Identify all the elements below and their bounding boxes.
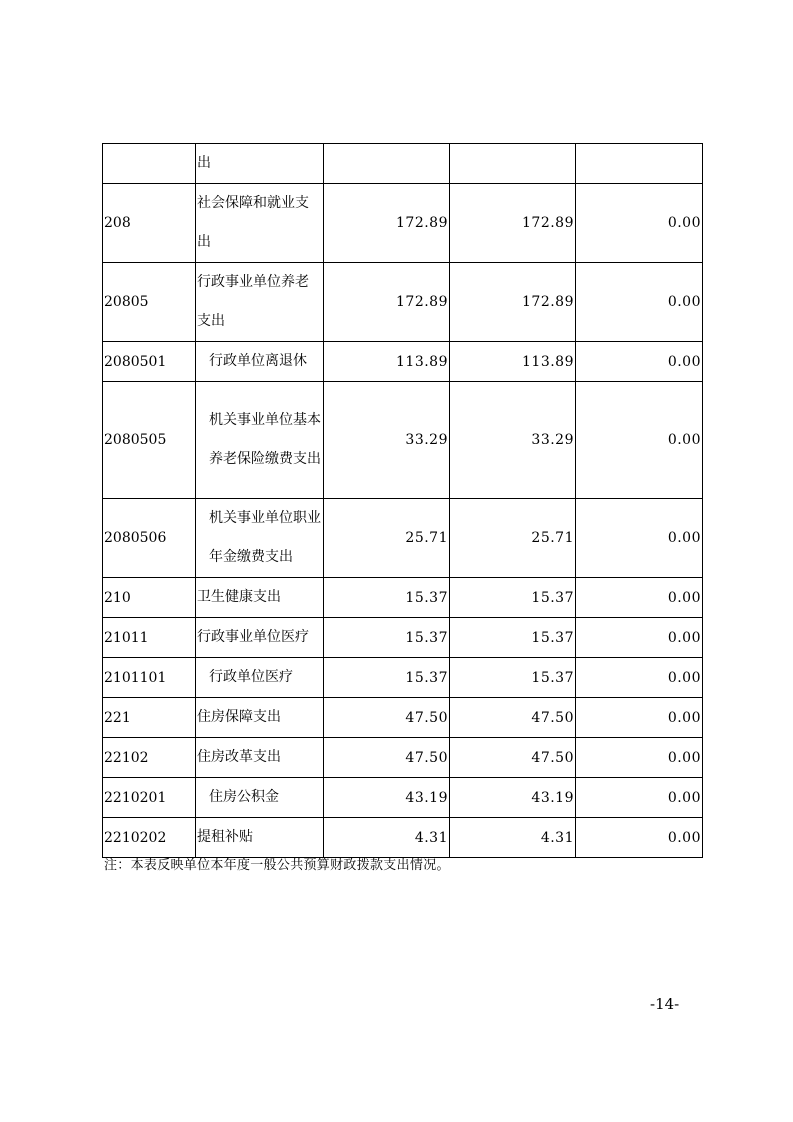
row-total: 43.19 [405,789,448,806]
row-code: 22102 [104,749,149,766]
row-project-cell [576,658,703,698]
row-name: 出 [197,155,211,171]
row-basic-cell [450,698,576,738]
row-total-cell [324,499,450,578]
row-basic: 172.89 [522,215,574,231]
row-project: 0.00 [667,789,701,806]
row-project: 0.00 [667,589,701,606]
table-row [103,382,703,499]
row-code: 208 [104,215,131,231]
row-basic: 43.19 [531,789,574,806]
row-project-cell [576,499,703,578]
row-name: 住房保障支出 [197,709,281,725]
row-name: 社会保障和就业支出 [197,195,309,250]
row-name-cell [196,818,324,858]
row-name-cell [196,184,324,263]
row-name: 提租补贴 [197,829,253,845]
row-name-cell [196,263,324,342]
row-total: 15.37 [405,629,448,646]
row-project-cell [576,144,703,184]
row-total-cell [324,618,450,658]
row-project: 0.00 [667,215,701,231]
row-basic-cell [450,382,576,499]
row-total: 33.29 [405,432,448,448]
table-note: 注：本表反映单位本年度一般公共预算财政拨款支出情况。 [104,858,450,873]
row-name: 行政单位医疗 [209,669,293,685]
row-name-cell [196,342,324,382]
row-name-cell [196,778,324,818]
row-name-cell [196,618,324,658]
row-code: 2080501 [104,353,167,370]
row-project-cell [576,738,703,778]
row-total-cell [324,342,450,382]
row-total: 25.71 [405,530,448,546]
row-code-cell [103,818,196,858]
table-row [103,618,703,658]
row-basic: 25.71 [531,530,574,546]
row-total-cell [324,658,450,698]
row-project: 0.00 [667,432,701,448]
row-name-cell [196,382,324,499]
row-project-cell [576,778,703,818]
row-basic-cell [450,499,576,578]
row-code: 21011 [104,629,149,646]
row-project-cell [576,618,703,658]
row-total: 172.89 [396,215,448,231]
row-project: 0.00 [667,749,701,766]
row-project: 0.00 [667,294,701,310]
row-code-cell [103,778,196,818]
row-name: 住房公积金 [209,789,279,805]
row-project-cell [576,342,703,382]
row-code-cell [103,738,196,778]
row-basic-cell [450,738,576,778]
row-name-cell [196,499,324,578]
row-project: 0.00 [667,530,701,546]
row-code-cell [103,382,196,499]
table-row [103,184,703,263]
row-code-cell [103,698,196,738]
row-name: 机关事业单位职业年金缴费支出 [209,510,321,565]
row-name: 行政单位离退休 [209,353,307,369]
row-basic: 113.89 [522,353,574,370]
row-basic: 47.50 [531,709,574,726]
row-project-cell [576,578,703,618]
row-basic-cell [450,618,576,658]
table-row [103,263,703,342]
row-total: 172.89 [396,294,448,310]
row-total: 15.37 [405,589,448,606]
row-code-cell [103,499,196,578]
row-total-cell [324,698,450,738]
row-name: 行政事业单位医疗 [197,629,309,645]
row-total: 113.89 [396,353,448,370]
row-code: 2210201 [104,789,167,806]
row-basic-cell [450,818,576,858]
table-row [103,818,703,858]
row-basic-cell [450,778,576,818]
row-name: 卫生健康支出 [197,589,281,605]
row-total-cell [324,144,450,184]
row-basic-cell [450,658,576,698]
row-name-cell [196,578,324,618]
row-name-cell [196,738,324,778]
row-total-cell [324,818,450,858]
row-total-cell [324,778,450,818]
table-row [103,698,703,738]
row-basic: 4.31 [540,829,574,846]
row-basic: 15.37 [531,629,574,646]
row-basic-cell [450,342,576,382]
row-total: 15.37 [405,669,448,686]
table-row [103,499,703,578]
row-code-cell [103,342,196,382]
row-code: 2101101 [104,669,167,686]
row-code: 2080506 [104,530,167,546]
table-row [103,144,703,184]
table-body [103,144,703,858]
row-code-cell [103,618,196,658]
row-project-cell [576,184,703,263]
row-basic: 15.37 [531,669,574,686]
row-basic-cell [450,144,576,184]
row-name: 行政事业单位养老支出 [197,274,309,329]
row-basic-cell [450,263,576,342]
row-project-cell [576,698,703,738]
row-code: 2210202 [104,829,167,846]
row-name: 机关事业单位基本养老保险缴费支出 [209,412,321,467]
expenditure-table [102,143,703,858]
row-project: 0.00 [667,709,701,726]
row-name: 住房改革支出 [197,749,281,765]
row-project: 0.00 [667,353,701,370]
table-row [103,778,703,818]
row-project: 0.00 [667,669,701,686]
row-total: 47.50 [405,749,448,766]
row-name-cell [196,698,324,738]
row-project: 0.00 [667,829,701,846]
table-row [103,342,703,382]
row-code-cell [103,578,196,618]
row-code-cell [103,184,196,263]
table-row [103,578,703,618]
row-project-cell [576,263,703,342]
row-basic-cell [450,578,576,618]
page-number: -14- [650,995,680,1013]
row-total-cell [324,263,450,342]
row-code: 2080505 [104,432,167,448]
row-basic: 47.50 [531,749,574,766]
row-code: 221 [104,709,131,726]
row-code-cell [103,658,196,698]
row-total-cell [324,738,450,778]
row-total: 4.31 [414,829,448,846]
row-total-cell [324,184,450,263]
row-name-cell [196,144,324,184]
row-basic: 172.89 [522,294,574,310]
table-row [103,738,703,778]
row-project-cell [576,382,703,499]
row-code: 210 [104,589,131,606]
row-total-cell [324,578,450,618]
row-total-cell [324,382,450,499]
row-total: 47.50 [405,709,448,726]
table-row [103,658,703,698]
row-code: 20805 [104,294,149,310]
row-code-cell [103,144,196,184]
row-basic-cell [450,184,576,263]
row-basic: 15.37 [531,589,574,606]
row-project: 0.00 [667,629,701,646]
row-project-cell [576,818,703,858]
row-code-cell [103,263,196,342]
row-name-cell [196,658,324,698]
row-basic: 33.29 [531,432,574,448]
